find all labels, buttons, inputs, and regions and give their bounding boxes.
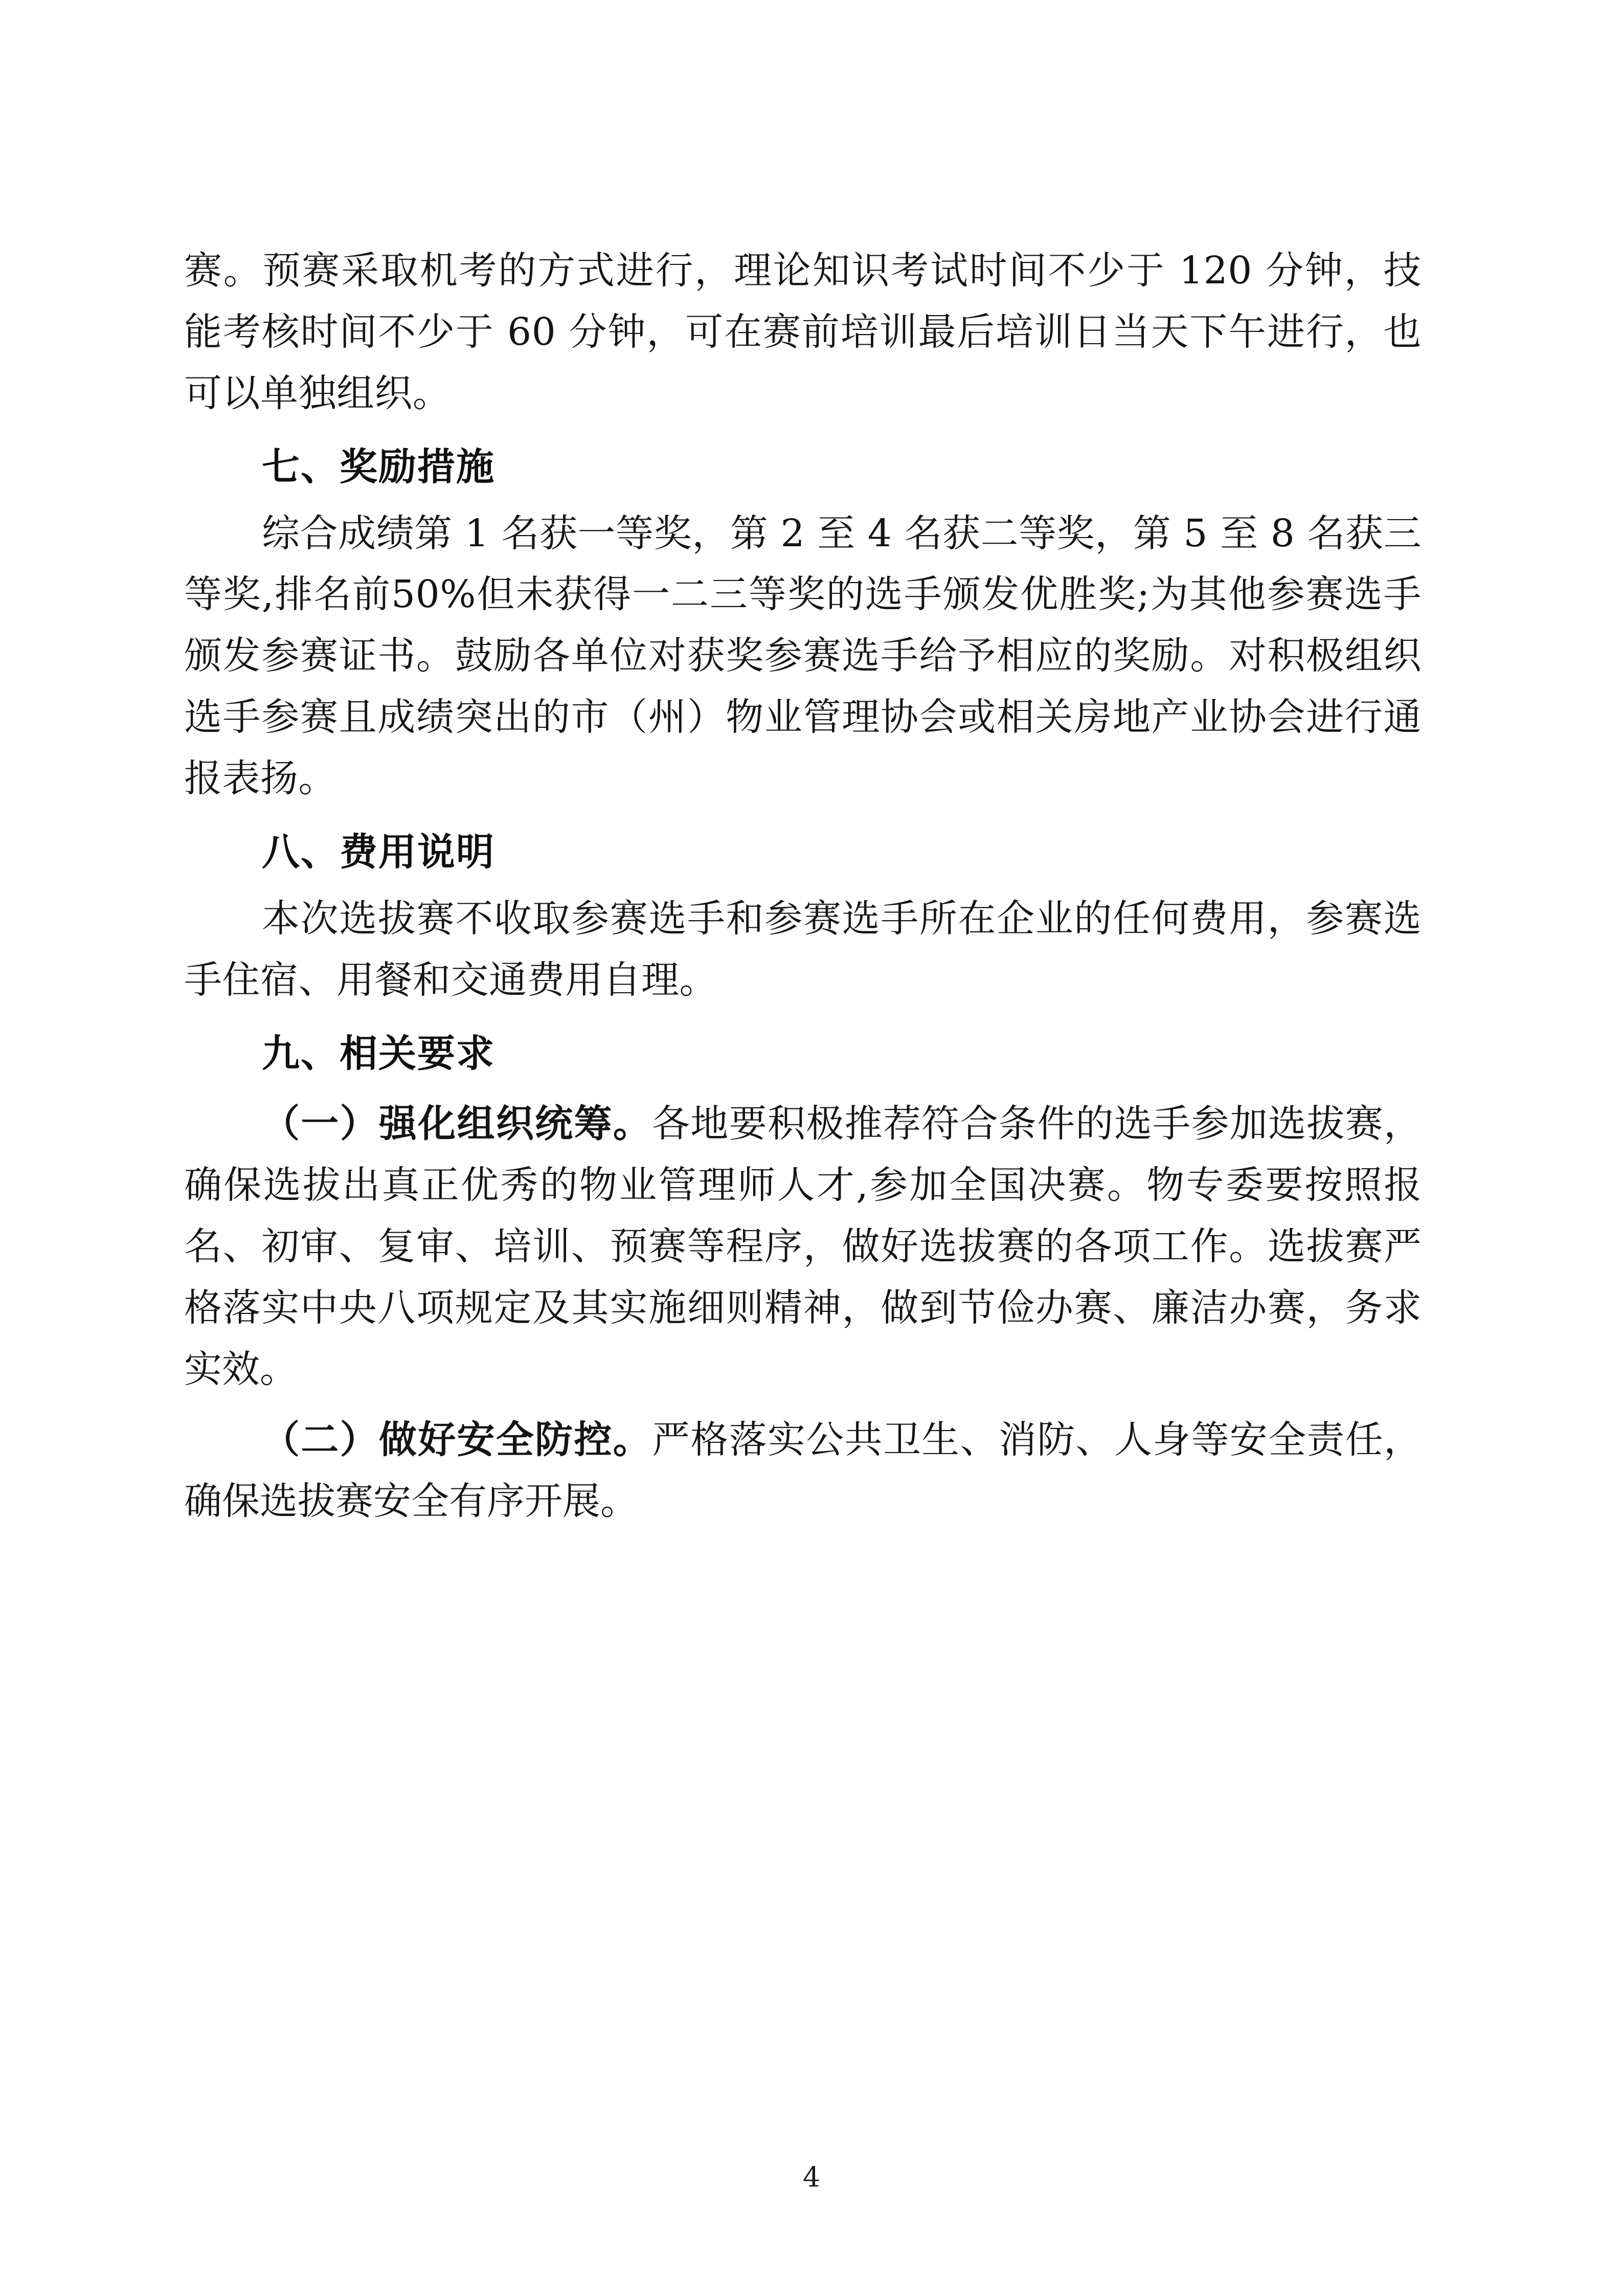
- paragraph-awards: 综合成绩第 1 名获一等奖，第 2 至 4 名获二等奖，第 5 至 8 名获三等奖,排名前50%但未获得一二三等奖的选手颁发优胜奖;为其他参赛选手颁发参赛证书。鼓励各单位对获奖参赛选手给予相应的奖励。对积极组织选手参赛且成绩突出的市（州）物业管理协会或相关房地产业协会进行通报表扬。: [184, 511, 1422, 800]
- heading-eight-fees: 八、费用说明: [262, 830, 495, 874]
- requirement-two-label: （二）做好安全防控。: [262, 1417, 652, 1462]
- page-number: 4: [802, 2161, 821, 2193]
- heading-nine-requirements: 九、相关要求: [262, 1031, 495, 1076]
- paragraph-fees: 本次选拔赛不收取参赛选手和参赛选手所在企业的任何费用，参赛选手住宿、用餐和交通费用自理。: [184, 896, 1422, 1002]
- requirement-two-text: 严格落实公共卫生、消防、人身等安全责任，确保选拔赛安全有序开展。: [184, 1417, 1422, 1523]
- paragraph-requirement-one: [184, 1094, 1422, 1400]
- page-content: [184, 240, 1422, 1535]
- paragraph-requirement-two: [184, 1410, 1422, 1532]
- heading-seven-awards: 七、奖励措施: [262, 444, 495, 489]
- paragraph-intro-continued: 赛。预赛采取机考的方式进行，理论知识考试时间不少于 120 分钟，技能考核时间不少于 60 分钟，可在赛前培训最后培训日当天下午进行，也可以单独组织。: [184, 249, 1422, 415]
- requirement-one-text: 各地要积极推荐符合条件的选手参加选拔赛，确保选拔出真正优秀的物业管理师人才,参加全国决赛。物专委要按照报名、初审、复审、培训、预赛等程序，做好选拔赛的各项工作。选拔赛严格落实中央八项规定及其实施细则精神，做到节俭办赛、廉洁办赛，务求实效。: [184, 1102, 1422, 1391]
- requirement-one-label: （一）强化组织统筹。: [262, 1102, 652, 1146]
